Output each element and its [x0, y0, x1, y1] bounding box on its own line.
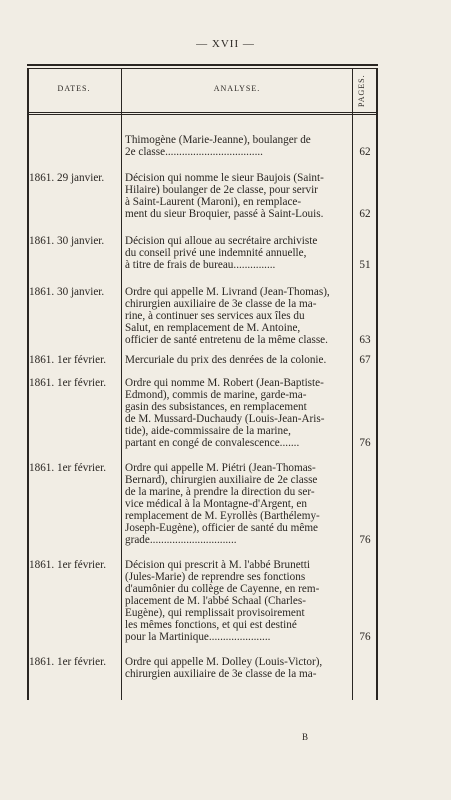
analysis-line: (Jules-Marie) de reprendre ses fonctions: [125, 571, 306, 583]
entry-page-number: 62: [359, 146, 371, 158]
entry-page-number: 67: [359, 354, 371, 366]
analysis-line: pour la Martinique......................: [125, 631, 271, 643]
header-analyse: ANALYSE.: [213, 84, 261, 93]
entry-analysis: [125, 354, 349, 366]
analysis-line: remplacement de M. Eyrollès (Barthélemy-: [125, 510, 320, 522]
entry-analysis: [125, 235, 349, 271]
entry-date: 1861. 1er février.: [29, 377, 107, 389]
analysis-line: rine, à continuer ses services aux îles du: [125, 310, 305, 322]
entry-date: 1861. 1er février.: [29, 354, 107, 366]
analysis-line: Mercuriale du prix des denrées de la colonie.: [125, 354, 327, 366]
analysis-line: placement de M. l'abbé Schaal (Charles-: [125, 595, 306, 607]
page-folio: — XVII —: [196, 38, 255, 50]
entry-analysis: [125, 462, 349, 546]
column-divider-dates: [121, 68, 122, 700]
entry-page-number: 62: [359, 208, 371, 220]
header-rule-double: [27, 114, 378, 115]
entry-date: 1861. 1er février.: [29, 462, 107, 474]
analysis-line: d'aumônier du collège de Cayenne, en rem-: [125, 583, 320, 595]
analysis-line: Salut, en remplacement de M. Antoine,: [125, 322, 301, 334]
entry-analysis: [125, 559, 349, 643]
entry-page-number: 63: [359, 334, 371, 346]
analysis-line: Ordre qui appelle M. Livrand (Jean-Thomas),: [125, 286, 330, 298]
analysis-line: gasin des subsistances, en remplacement: [125, 401, 307, 413]
analysis-line: les mêmes fonctions, et qui est destiné: [125, 619, 297, 631]
analysis-line: partant en congé de convalescence.......: [125, 437, 300, 449]
analysis-line: Hilaire) boulanger de 2e classe, pour servir: [125, 184, 318, 196]
analysis-line: Joseph-Eugène), officier de santé du même: [125, 522, 319, 534]
table-top-rule-inner: [27, 68, 378, 69]
analysis-line: Décision qui alloue au secrétaire archiviste: [125, 235, 318, 247]
analysis-line: tide), aide-commissaire de la marine,: [125, 425, 291, 437]
entry-date: 1861. 1er février.: [29, 656, 107, 668]
entry-page-number: 76: [359, 534, 371, 546]
analysis-line: à Saint-Laurent (Maroni), en remplace-: [125, 196, 302, 208]
entry-page-number: 76: [359, 631, 371, 643]
analysis-line: Ordre qui appelle M. Piétri (Jean-Thomas-: [125, 462, 316, 474]
analysis-line: de M. Mussard-Duchaudy (Louis-Jean-Aris-: [125, 413, 325, 425]
header-dates: DATES.: [57, 84, 91, 93]
entry-date: 1861. 1er février.: [29, 559, 107, 571]
entry-page-number: 76: [359, 437, 371, 449]
analysis-line: Eugène), qui remplissait provisoirement: [125, 607, 305, 619]
index-table: [27, 64, 378, 700]
analysis-line: officier de santé entretenu de la même classe.: [125, 334, 328, 346]
analysis-line: 2e classe...................................: [125, 146, 263, 158]
analysis-line: ment du sieur Broquier, passé à Saint-Louis.: [125, 208, 324, 220]
analysis-line: du conseil privé une indemnité annuelle,: [125, 247, 307, 259]
analysis-line: grade...............................: [125, 534, 237, 546]
analysis-line: de la marine, à prendre la direction du ser-: [125, 486, 315, 498]
table-top-rule: [27, 64, 378, 66]
analysis-line: Décision qui nomme le sieur Baujois (Saint-: [125, 172, 324, 184]
entry-analysis: [125, 286, 349, 346]
column-divider-analyse: [352, 68, 353, 700]
signature-mark: B: [301, 732, 308, 742]
entry-date: 1861. 30 janvier.: [29, 235, 105, 247]
entry-date: 1861. 30 janvier.: [29, 286, 105, 298]
analysis-line: vice médical à la Montagne-d'Argent, en: [125, 498, 307, 510]
analysis-line: Bernard), chirurgien auxiliaire de 2e classe: [125, 474, 318, 486]
analysis-line: chirurgien auxiliaire de 3e classe de la ma-: [125, 668, 317, 680]
entry-date: 1861. 29 janvier.: [29, 172, 105, 184]
entry-analysis: [125, 134, 349, 158]
header-rule: [27, 112, 378, 113]
analysis-line: à titre de frais de bureau...............: [125, 259, 276, 271]
table-right-border: [376, 68, 378, 700]
analysis-line: chirurgien auxiliaire de 3e classe de la ma-: [125, 298, 317, 310]
entry-page-number: 51: [359, 259, 371, 271]
analysis-line: Ordre qui appelle M. Dolley (Louis-Victor),: [125, 656, 323, 668]
entry-analysis: [125, 656, 349, 680]
analysis-line: Edmond), commis de marine, garde-ma-: [125, 389, 307, 401]
entry-analysis: [125, 172, 349, 220]
analysis-line: Décision qui prescrit à M. l'abbé Brunetti: [125, 559, 311, 571]
entry-analysis: [125, 377, 349, 449]
header-pages: PAGES.: [357, 74, 366, 108]
analysis-line: Ordre qui nomme M. Robert (Jean-Baptiste-: [125, 377, 324, 389]
analysis-line: Thimogène (Marie-Jeanne), boulanger de: [125, 134, 311, 146]
